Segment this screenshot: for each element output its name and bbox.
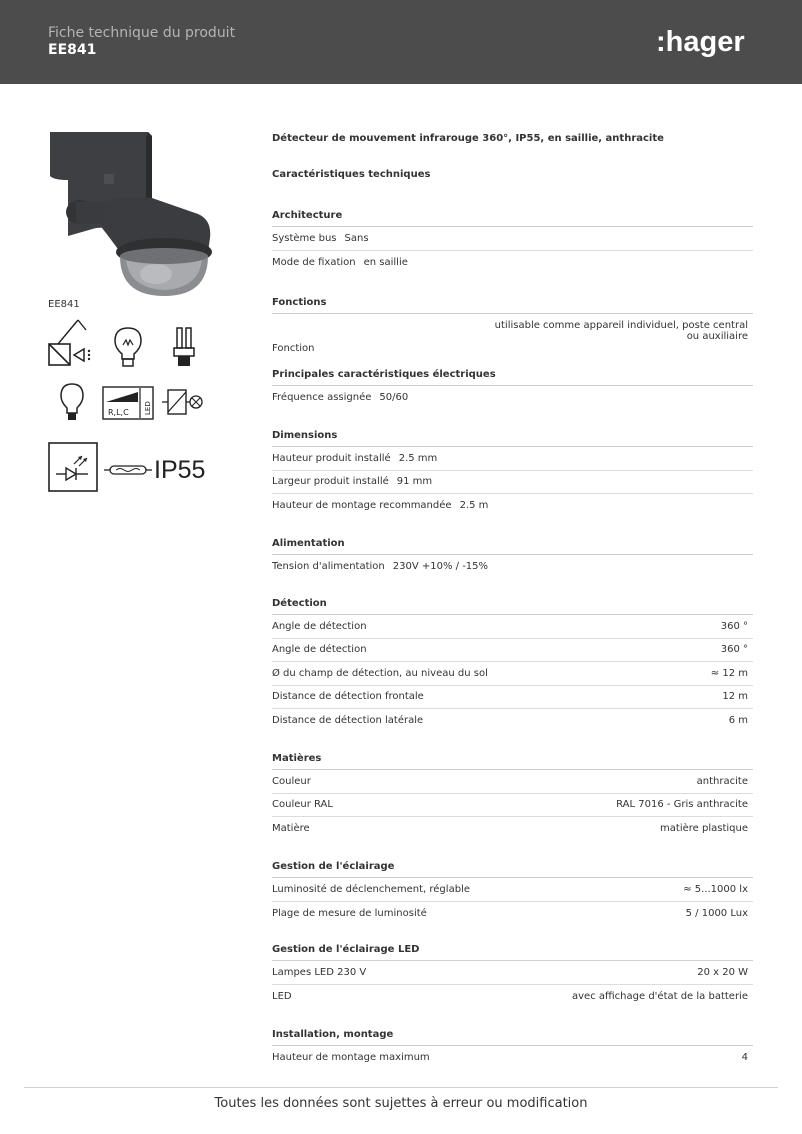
svg-text:R,L,C: R,L,C xyxy=(108,408,129,417)
document-subtitle: Fiche technique du produit xyxy=(48,25,236,41)
spec-row xyxy=(272,314,753,360)
spec-label: Luminosité de déclenchement, réglable xyxy=(272,883,470,895)
spec-inline-group xyxy=(272,500,488,511)
halogen-bulb-icon xyxy=(56,382,88,422)
led-diode-icon xyxy=(48,442,100,494)
spec-inline-group xyxy=(272,392,408,403)
spec-row xyxy=(272,639,753,663)
spec-label: Fréquence assignée xyxy=(272,392,372,404)
section-heading: Détection xyxy=(272,594,753,615)
hager-logo xyxy=(656,22,756,60)
spec-row xyxy=(272,471,753,495)
spec-row xyxy=(272,386,753,410)
spec-row xyxy=(272,227,753,251)
spec-label: Hauteur de montage recommandée xyxy=(272,500,452,512)
spec-label: Distance de détection frontale xyxy=(272,691,424,703)
compact-fluorescent-lamp-icon xyxy=(168,326,200,368)
section-heading: Alimentation xyxy=(272,534,753,555)
spec-section xyxy=(272,293,753,360)
spec-section xyxy=(272,940,753,1008)
spec-value: utilisable comme appareil individuel, poste central ou auxiliaire xyxy=(494,320,748,342)
spec-value: 5 / 1000 Lux xyxy=(685,907,748,919)
spec-section xyxy=(272,1025,753,1070)
section-heading: Fonctions xyxy=(272,293,753,314)
spec-inline-group xyxy=(272,257,408,268)
spec-value: Sans xyxy=(344,232,369,244)
spec-value: ≈ 12 m xyxy=(710,667,748,679)
spec-value: 50/60 xyxy=(379,392,409,404)
spec-label: Couleur xyxy=(272,775,311,787)
spec-inline-group xyxy=(272,233,369,244)
spec-row xyxy=(272,794,753,818)
product-code: EE841 xyxy=(48,42,97,58)
spec-value: avec affichage d'état de la batterie xyxy=(572,990,748,1002)
spec-label: Plage de mesure de luminosité xyxy=(272,907,427,919)
spec-value: 230V +10% / -15% xyxy=(392,561,489,573)
spec-row xyxy=(272,961,753,985)
spec-row xyxy=(272,1046,753,1070)
spec-section xyxy=(272,594,753,733)
spec-inline-group xyxy=(272,476,432,487)
spec-row xyxy=(272,555,753,579)
spec-row xyxy=(272,686,753,710)
spec-value: 360 ° xyxy=(720,620,748,632)
spec-label: Hauteur de montage maximum xyxy=(272,1052,430,1064)
spec-label: Système bus xyxy=(272,232,337,244)
ip55-rating-label: IP55 xyxy=(154,456,206,484)
spec-section xyxy=(272,749,753,841)
linear-halogen-tube-icon xyxy=(104,462,152,478)
spec-label: Fonction xyxy=(272,343,315,354)
product-photo xyxy=(48,128,218,298)
section-heading: Principales caractéristiques électriques xyxy=(272,365,753,386)
relay-lamp-icon xyxy=(160,388,204,416)
spec-label: Couleur RAL xyxy=(272,799,333,811)
section-heading: Gestion de l'éclairage LED xyxy=(272,940,753,961)
spec-value: 6 m xyxy=(728,715,748,727)
spec-value: matière plastique xyxy=(660,823,748,835)
spec-inline-group xyxy=(272,453,437,464)
spec-row xyxy=(272,709,753,733)
spec-value: 12 m xyxy=(722,691,748,703)
spec-value: en saillie xyxy=(363,256,408,268)
spec-section xyxy=(272,426,753,518)
spec-label: Largeur produit installé xyxy=(272,476,389,488)
spec-row xyxy=(272,615,753,639)
spec-row xyxy=(272,770,753,794)
spec-label: Tension d'alimentation xyxy=(272,561,385,573)
spec-label: Angle de détection xyxy=(272,644,367,656)
spec-label: Mode de fixation xyxy=(272,256,356,268)
footer-disclaimer: Toutes les données sont sujettes à erreur ou modification xyxy=(214,1096,588,1111)
wall-detector-icon xyxy=(48,318,100,368)
spec-value: 2.5 m xyxy=(459,500,489,512)
spec-section xyxy=(272,857,753,925)
spec-value: 4 xyxy=(741,1052,748,1064)
characteristics-heading: Caractéristiques techniques xyxy=(272,169,431,180)
spec-label: LED xyxy=(272,990,292,1002)
technical-sheet xyxy=(272,128,753,1064)
incandescent-bulb-icon xyxy=(112,326,144,368)
spec-section xyxy=(272,365,753,410)
spec-value: 20 x 20 W xyxy=(697,966,748,978)
spec-value: 2.5 mm xyxy=(398,452,438,464)
section-heading: Gestion de l'éclairage xyxy=(272,857,753,878)
section-heading: Installation, montage xyxy=(272,1025,753,1046)
spec-value: 91 mm xyxy=(396,476,433,488)
spec-label: Angle de détection xyxy=(272,620,367,632)
dimmer-rlc-led-icon xyxy=(102,386,154,420)
page-header xyxy=(0,0,802,84)
spec-row xyxy=(272,447,753,471)
spec-label: Hauteur produit installé xyxy=(272,452,391,464)
footer-divider xyxy=(24,1087,778,1088)
spec-row xyxy=(272,817,753,841)
spec-value: RAL 7016 - Gris anthracite xyxy=(616,799,748,811)
spec-row xyxy=(272,902,753,926)
spec-value: 360 ° xyxy=(720,644,748,656)
spec-label: Distance de détection latérale xyxy=(272,715,424,727)
spec-row xyxy=(272,494,753,518)
spec-row xyxy=(272,985,753,1009)
spec-label: Lampes LED 230 V xyxy=(272,966,367,978)
spec-label: Ø du champ de détection, au niveau du sol xyxy=(272,667,488,679)
product-reference: EE841 xyxy=(48,299,80,310)
spec-row xyxy=(272,662,753,686)
spec-value: ≈ 5...1000 lx xyxy=(683,883,748,895)
spec-value: anthracite xyxy=(696,775,748,787)
spec-section xyxy=(272,534,753,579)
section-heading: Architecture xyxy=(272,206,753,227)
section-heading: Matières xyxy=(272,749,753,770)
spec-label: Matière xyxy=(272,823,310,835)
spec-inline-group xyxy=(272,561,488,572)
spec-section xyxy=(272,206,753,274)
product-title: Détecteur de mouvement infrarouge 360°, IP55, en saillie, anthracite xyxy=(272,133,664,144)
spec-row xyxy=(272,878,753,902)
section-heading: Dimensions xyxy=(272,426,753,447)
spec-row xyxy=(272,251,753,275)
svg-text:LED: LED xyxy=(144,401,152,415)
svg-text::hager: :hager xyxy=(656,26,745,58)
